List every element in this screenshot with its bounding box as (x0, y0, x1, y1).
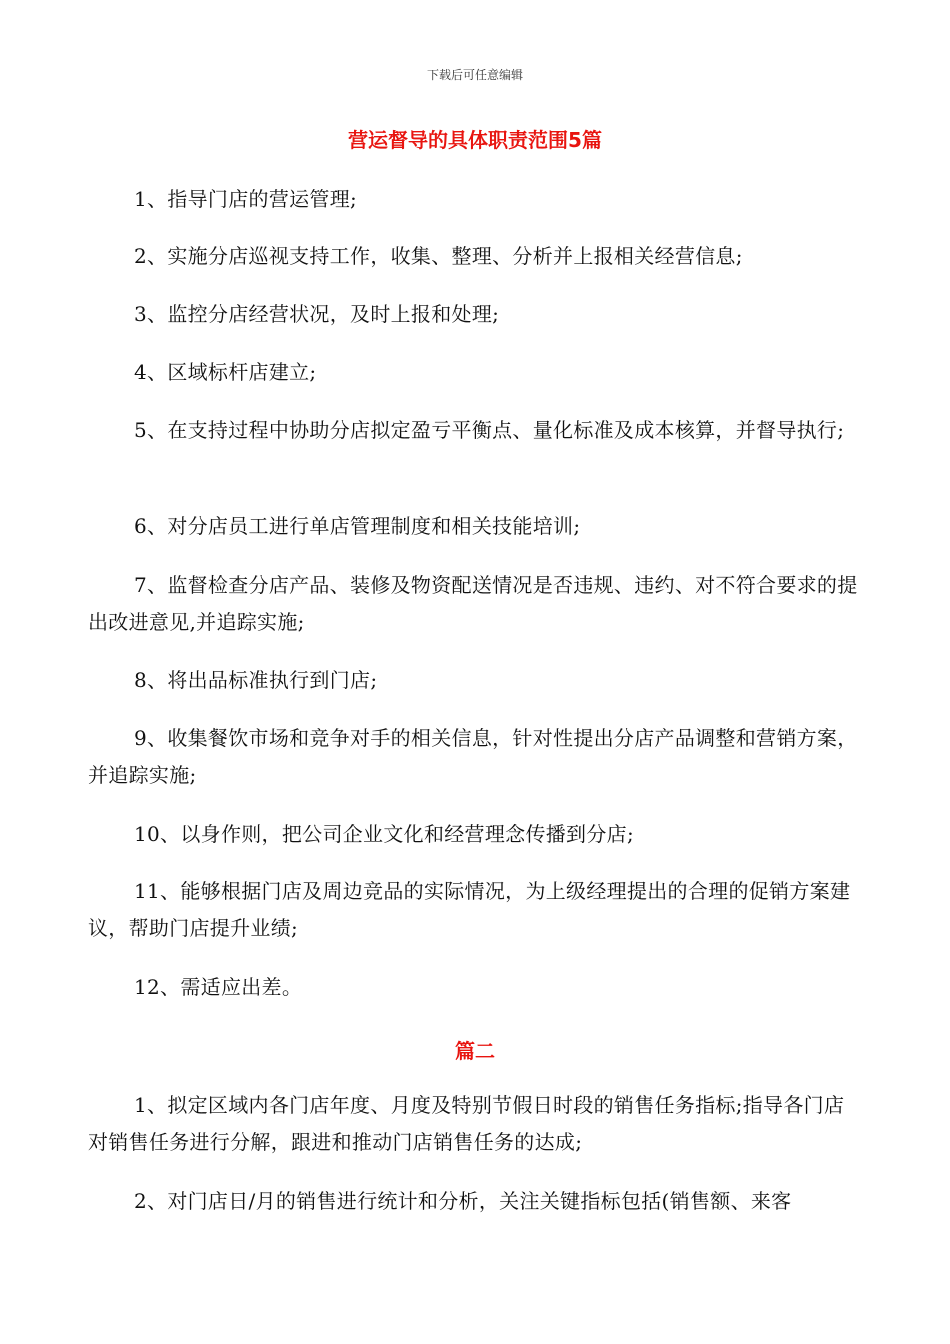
list-item: 11、能够根据门店及周边竞品的实际情况，为上级经理提出的合理的促销方案建议，帮助门店提升业绩; (88, 879, 851, 940)
section-title: 篇二 (455, 1039, 495, 1063)
list-item: 1、拟定区域内各门店年度、月度及特别节假日时段的销售任务指标;指导各门店对销售任务进行分解，跟进和推动门店销售任务的达成; (88, 1093, 845, 1154)
list-item: 6、对分店员工进行单店管理制度和相关技能培训; (134, 514, 581, 538)
document-title: 营运督导的具体职责范围5篇 (348, 128, 602, 152)
list-item: 5、在支持过程中协助分店拟定盈亏平衡点、量化标准及成本核算，并督导执行; (134, 418, 845, 442)
list-item: 3、监控分店经营状况，及时上报和处理; (134, 302, 500, 326)
list-item: 9、收集餐饮市场和竞争对手的相关信息，针对性提出分店产品调整和营销方案，并追踪实施; (88, 726, 858, 787)
list-item: 7、监督检查分店产品、装修及物资配送情况是否违规、违约、对不符合要求的提出改进意见,并追踪实施; (88, 573, 858, 634)
header-note: 下载后可任意编辑 (426, 68, 523, 82)
list-item: 2、对门店日/月的销售进行统计和分析，关注关键指标包括(销售额、来客 (134, 1189, 792, 1213)
list-item: 2、实施分店巡视支持工作，收集、整理、分析并上报相关经营信息; (134, 244, 743, 268)
list-item: 12、需适应出差。 (134, 975, 303, 999)
list-item: 4、区域标杆店建立; (134, 360, 317, 384)
list-item: 1、指导门店的营运管理; (134, 187, 358, 211)
list-item: 8、将出品标准执行到门店; (134, 668, 378, 692)
list-item: 10、以身作则，把公司企业文化和经营理念传播到分店; (134, 822, 634, 846)
